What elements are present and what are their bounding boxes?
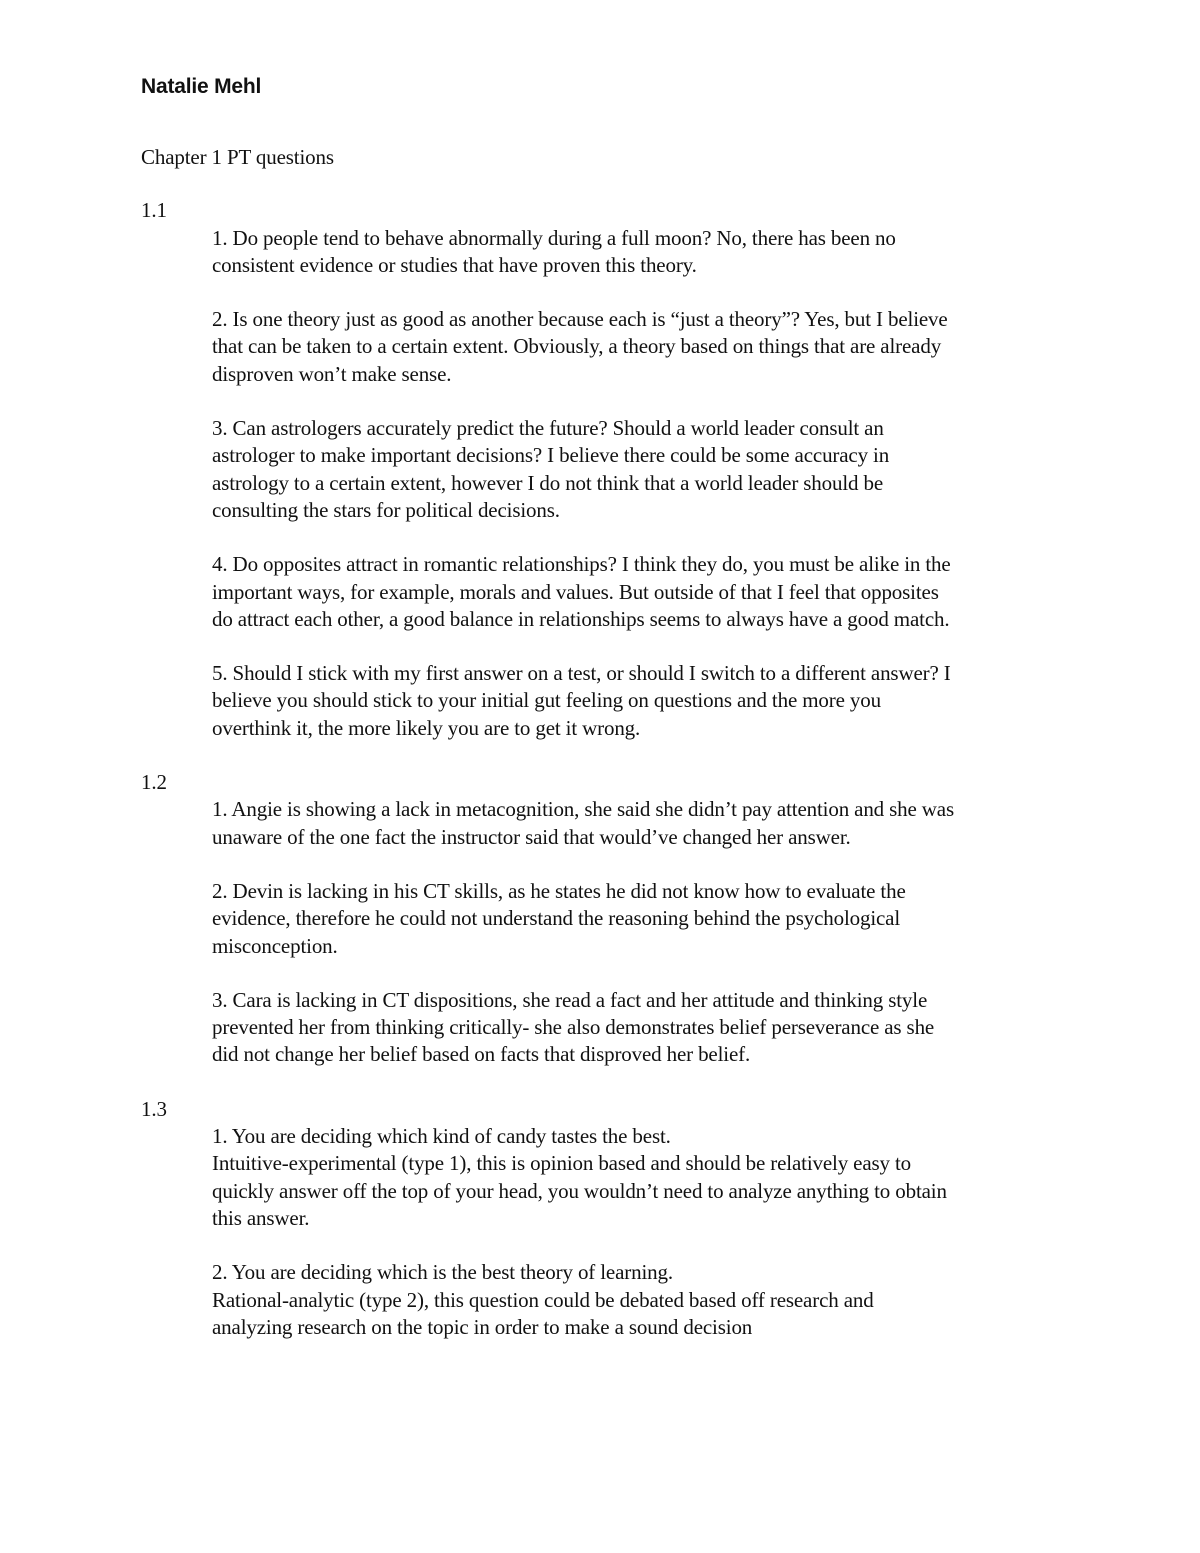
- text-line: 5. Should I stick with my first answer on a test, or should I switch to a different answer? I: [212, 661, 951, 686]
- text-line: consistent evidence or studies that have proven this theory.: [212, 252, 697, 277]
- text-line: do attract each other, a good balance in relationships seems to always have a good match.: [212, 606, 950, 631]
- text-line: 3. Cara is lacking in CT dispositions, she read a fact and her attitude and thinking style: [212, 987, 928, 1012]
- question-item: [212, 1259, 1071, 1341]
- text-line: evidence, therefore he could not understand the reasoning behind the psychological: [212, 906, 901, 931]
- question-item: [212, 878, 1071, 960]
- text-line: misconception.: [212, 933, 338, 958]
- section-1-1: [141, 197, 1071, 742]
- text-line: important ways, for example, morals and values. But outside of that I feel that opposites: [212, 579, 939, 604]
- text-line: that can be taken to a certain extent. Obviously, a theory based on things that are already: [212, 334, 942, 359]
- text-line: this answer.: [212, 1205, 310, 1230]
- text-line: 2. You are deciding which is the best theory of learning.: [212, 1260, 673, 1285]
- question-item: [212, 796, 1071, 851]
- text-line: 3. Can astrologers accurately predict the future? Should a world leader consult an: [212, 416, 884, 441]
- question-item: [212, 306, 1071, 388]
- question-list: [141, 796, 1071, 1068]
- text-line: 4. Do opposites attract in romantic relationships? I think they do, you must be alike in the: [212, 552, 951, 577]
- question-item: [212, 415, 1071, 524]
- text-line: astrologer to make important decisions? I believe there could be some accuracy in: [212, 443, 890, 468]
- question-list: [141, 225, 1071, 742]
- text-line: astrology to a certain extent, however I do not think that a world leader should be: [212, 470, 884, 495]
- text-line: 1. Do people tend to behave abnormally during a full moon? No, there has been no: [212, 225, 896, 250]
- text-line: analyzing research on the topic in order to make a sound decision: [212, 1314, 753, 1339]
- question-item: [212, 987, 1071, 1069]
- text-line: consulting the stars for political decisions.: [212, 497, 560, 522]
- text-line: believe you should stick to your initial gut feeling on questions and the more you: [212, 688, 881, 713]
- text-line: disproven won’t make sense.: [212, 361, 452, 386]
- section-number: 1.3: [141, 1096, 167, 1121]
- question-item: [212, 1123, 1071, 1232]
- section-number: 1.2: [141, 770, 167, 795]
- text-line: Rational-analytic (type 2), this question could be debated based off research and: [212, 1287, 874, 1312]
- text-line: 2. Devin is lacking in his CT skills, as he states he did not know how to evaluate the: [212, 878, 906, 903]
- text-line: prevented her from thinking critically- she also demonstrates belief perseverance as she: [212, 1015, 935, 1040]
- section-number: 1.1: [141, 198, 167, 223]
- question-item: [212, 660, 1071, 742]
- section-1-3: [141, 1096, 1071, 1341]
- chapter-title: Chapter 1 PT questions: [141, 145, 334, 169]
- text-line: 1. Angie is showing a lack in metacognition, she said she didn’t pay attention and she was: [212, 797, 954, 822]
- text-line: 2. Is one theory just as good as another because each is “just a theory”? Yes, but I believe: [212, 307, 948, 332]
- text-line: Intuitive-experimental (type 1), this is opinion based and should be relatively easy to: [212, 1151, 912, 1176]
- text-line: unaware of the one fact the instructor said that would’ve changed her answer.: [212, 824, 851, 849]
- text-line: did not change her belief based on facts that disproved her belief.: [212, 1042, 751, 1067]
- section-1-2: [141, 769, 1071, 1069]
- text-line: quickly answer off the top of your head, you wouldn’t need to analyze anything to obtain: [212, 1178, 947, 1203]
- text-line: 1. You are deciding which kind of candy tastes the best.: [212, 1124, 671, 1149]
- question-item: [212, 551, 1071, 633]
- question-item: [212, 225, 1071, 280]
- document-body: [141, 144, 1071, 1368]
- author-name: Natalie Mehl: [141, 75, 262, 98]
- text-line: overthink it, the more likely you are to get it wrong.: [212, 715, 641, 740]
- question-list: [141, 1123, 1071, 1341]
